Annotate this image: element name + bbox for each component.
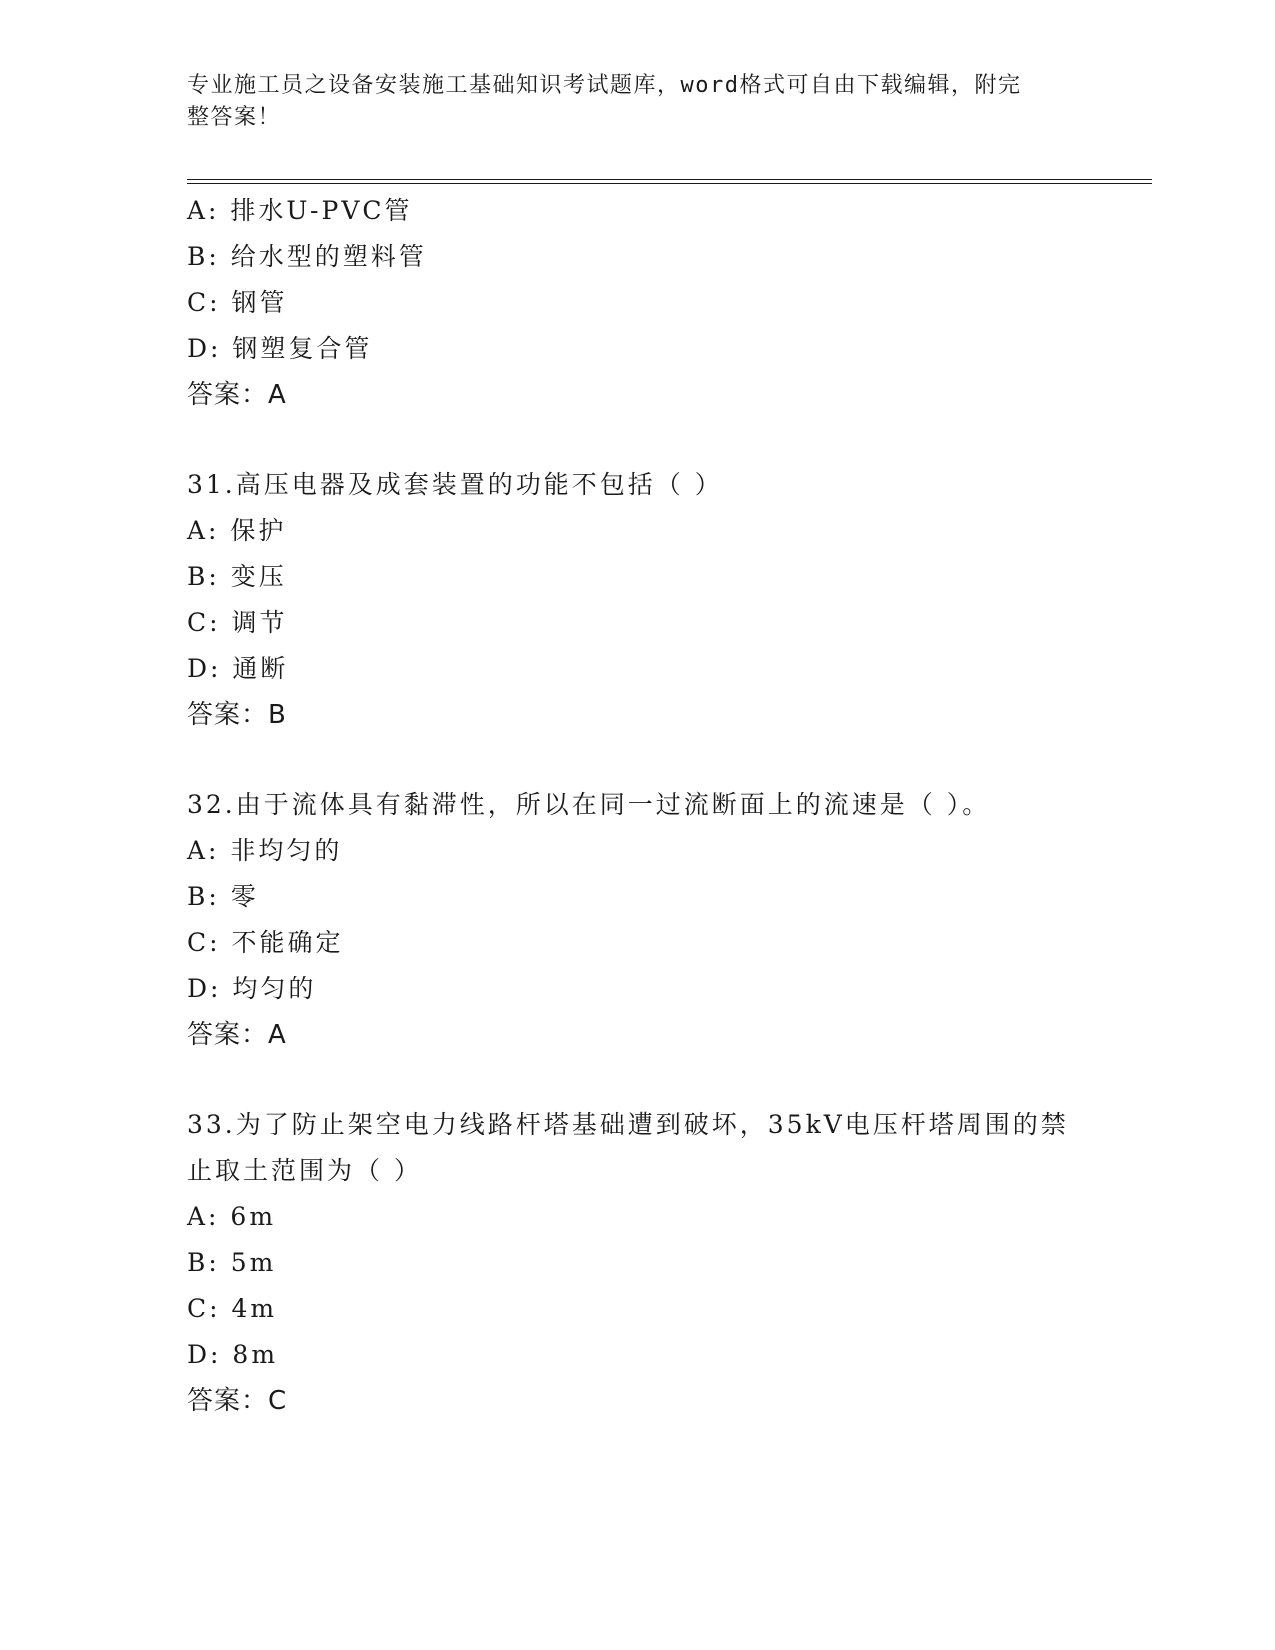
- header-divider-top: [187, 179, 1152, 180]
- option-c: C: 调节: [187, 608, 288, 637]
- question-stem-line-2: 止取土范围为（ ）: [187, 1156, 422, 1185]
- answer-line: 答案：B: [187, 700, 287, 730]
- option-a: A: 6m: [187, 1202, 277, 1231]
- option-b: B: 给水型的塑料管: [187, 242, 427, 271]
- option-c: C: 4m: [187, 1294, 278, 1323]
- question-block-33: [187, 1102, 1152, 1424]
- option-b: B: 5m: [187, 1248, 277, 1277]
- option-a: A: 保护: [187, 516, 287, 545]
- question-stem: 32.由于流体具有黏滞性，所以在同一过流断面上的流速是（ ）。: [187, 790, 991, 819]
- question-stem-line-1: 33.为了防止架空电力线路杆塔基础遭到破坏，35kV电压杆塔周围的禁: [187, 1110, 1069, 1139]
- spacer: [187, 738, 1152, 782]
- question-block-30: [187, 188, 1152, 418]
- option-b: B: 零: [187, 882, 259, 911]
- question-stem: 31.高压电器及成套装置的功能不包括（ ）: [187, 470, 723, 499]
- answer-line: 答案：A: [187, 1020, 287, 1050]
- option-d: D: 通断: [187, 654, 289, 683]
- option-c: C: 不能确定: [187, 928, 344, 957]
- question-list: [187, 188, 1152, 1424]
- option-a: A: 非均匀的: [187, 836, 343, 865]
- option-a: A: 排水U-PVC管: [187, 196, 413, 225]
- question-block-32: [187, 782, 1152, 1058]
- spacer: [187, 418, 1152, 462]
- header-line-2: 整答案！: [187, 105, 282, 130]
- answer-line: 答案：C: [187, 1386, 288, 1416]
- option-b: B: 变压: [187, 562, 287, 591]
- spacer: [187, 1058, 1152, 1102]
- option-d: D: 均匀的: [187, 974, 317, 1003]
- header-line-1: 专业施工员之设备安装施工基础知识考试题库，word格式可自由下载编辑，附完: [187, 73, 1022, 98]
- answer-line: 答案：A: [187, 380, 287, 410]
- option-c: C: 钢管: [187, 288, 288, 317]
- option-d: D: 钢塑复合管: [187, 334, 373, 363]
- document-header: [187, 70, 1087, 134]
- option-d: D: 8m: [187, 1340, 279, 1369]
- header-divider-bottom: [187, 183, 1152, 184]
- question-block-31: [187, 462, 1152, 738]
